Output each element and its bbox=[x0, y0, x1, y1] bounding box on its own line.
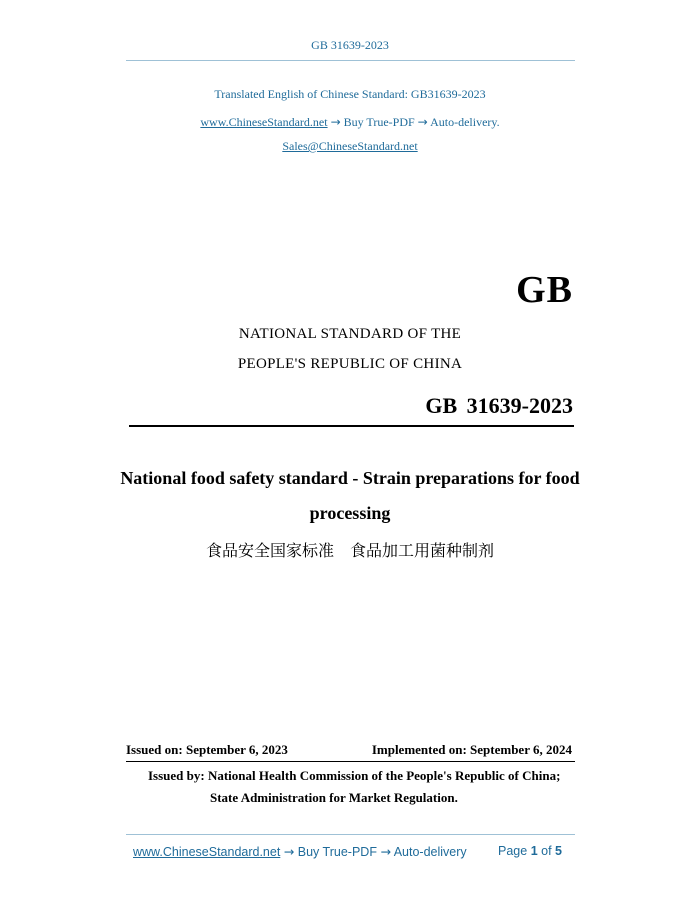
header-links-row bbox=[0, 115, 700, 130]
header-divider bbox=[126, 60, 575, 61]
national-standard-line1: NATIONAL STANDARD OF THE bbox=[238, 326, 462, 342]
arrow-right-icon: → bbox=[330, 115, 341, 129]
footer-links-row bbox=[133, 844, 467, 859]
header-standard-title: GB 31639-2023 bbox=[311, 38, 389, 52]
translation-notice: Translated English of Chinese Standard: GB31639-2023 bbox=[214, 87, 486, 101]
arrow-right-icon: → bbox=[417, 115, 428, 129]
title-english-line2: processing bbox=[309, 503, 391, 523]
standard-number-divider bbox=[129, 425, 574, 427]
standard-number: GB 31639-2023 bbox=[425, 393, 573, 418]
page-of-label: of bbox=[541, 844, 552, 858]
sales-email-row bbox=[0, 139, 700, 154]
sales-email-link[interactable]: Sales@ChineseStandard.net bbox=[282, 139, 418, 153]
page-current: 1 bbox=[530, 844, 538, 858]
page-indicator bbox=[498, 844, 562, 858]
national-standard-line2: PEOPLE'S REPUBLIC OF CHINA bbox=[237, 356, 463, 372]
footer-buy-text: Buy True-PDF bbox=[297, 845, 377, 859]
issued-by-line2: State Administration for Market Regulation. bbox=[210, 790, 458, 805]
gb-mark: GB bbox=[516, 269, 573, 311]
header-buy-text: Buy True-PDF bbox=[343, 115, 415, 129]
header-site-link[interactable]: www.ChineseStandard.net bbox=[200, 115, 328, 129]
page-total: 5 bbox=[555, 844, 562, 858]
page-label: Page bbox=[498, 844, 528, 858]
implemented-on-date: Implemented on: September 6, 2024 bbox=[371, 742, 572, 757]
footer-delivery-text: Auto-delivery bbox=[393, 845, 467, 859]
footer-site-link[interactable]: www.ChineseStandard.net bbox=[133, 845, 281, 859]
title-chinese: 食品安全国家标准 食品加工用菌种制剂 bbox=[205, 541, 494, 560]
footer-divider bbox=[126, 834, 575, 835]
issued-on-date: Issued on: September 6, 2023 bbox=[126, 742, 288, 757]
issued-by-line1: Issued by: National Health Commission of the People's Republic of China; bbox=[148, 768, 561, 783]
arrow-right-icon: → bbox=[283, 844, 295, 859]
header-delivery-text: Auto-delivery. bbox=[430, 115, 500, 129]
issuance-divider bbox=[126, 761, 575, 762]
title-english-line1: National food safety standard - Strain preparations for food bbox=[120, 468, 580, 488]
arrow-right-icon: → bbox=[380, 844, 391, 859]
